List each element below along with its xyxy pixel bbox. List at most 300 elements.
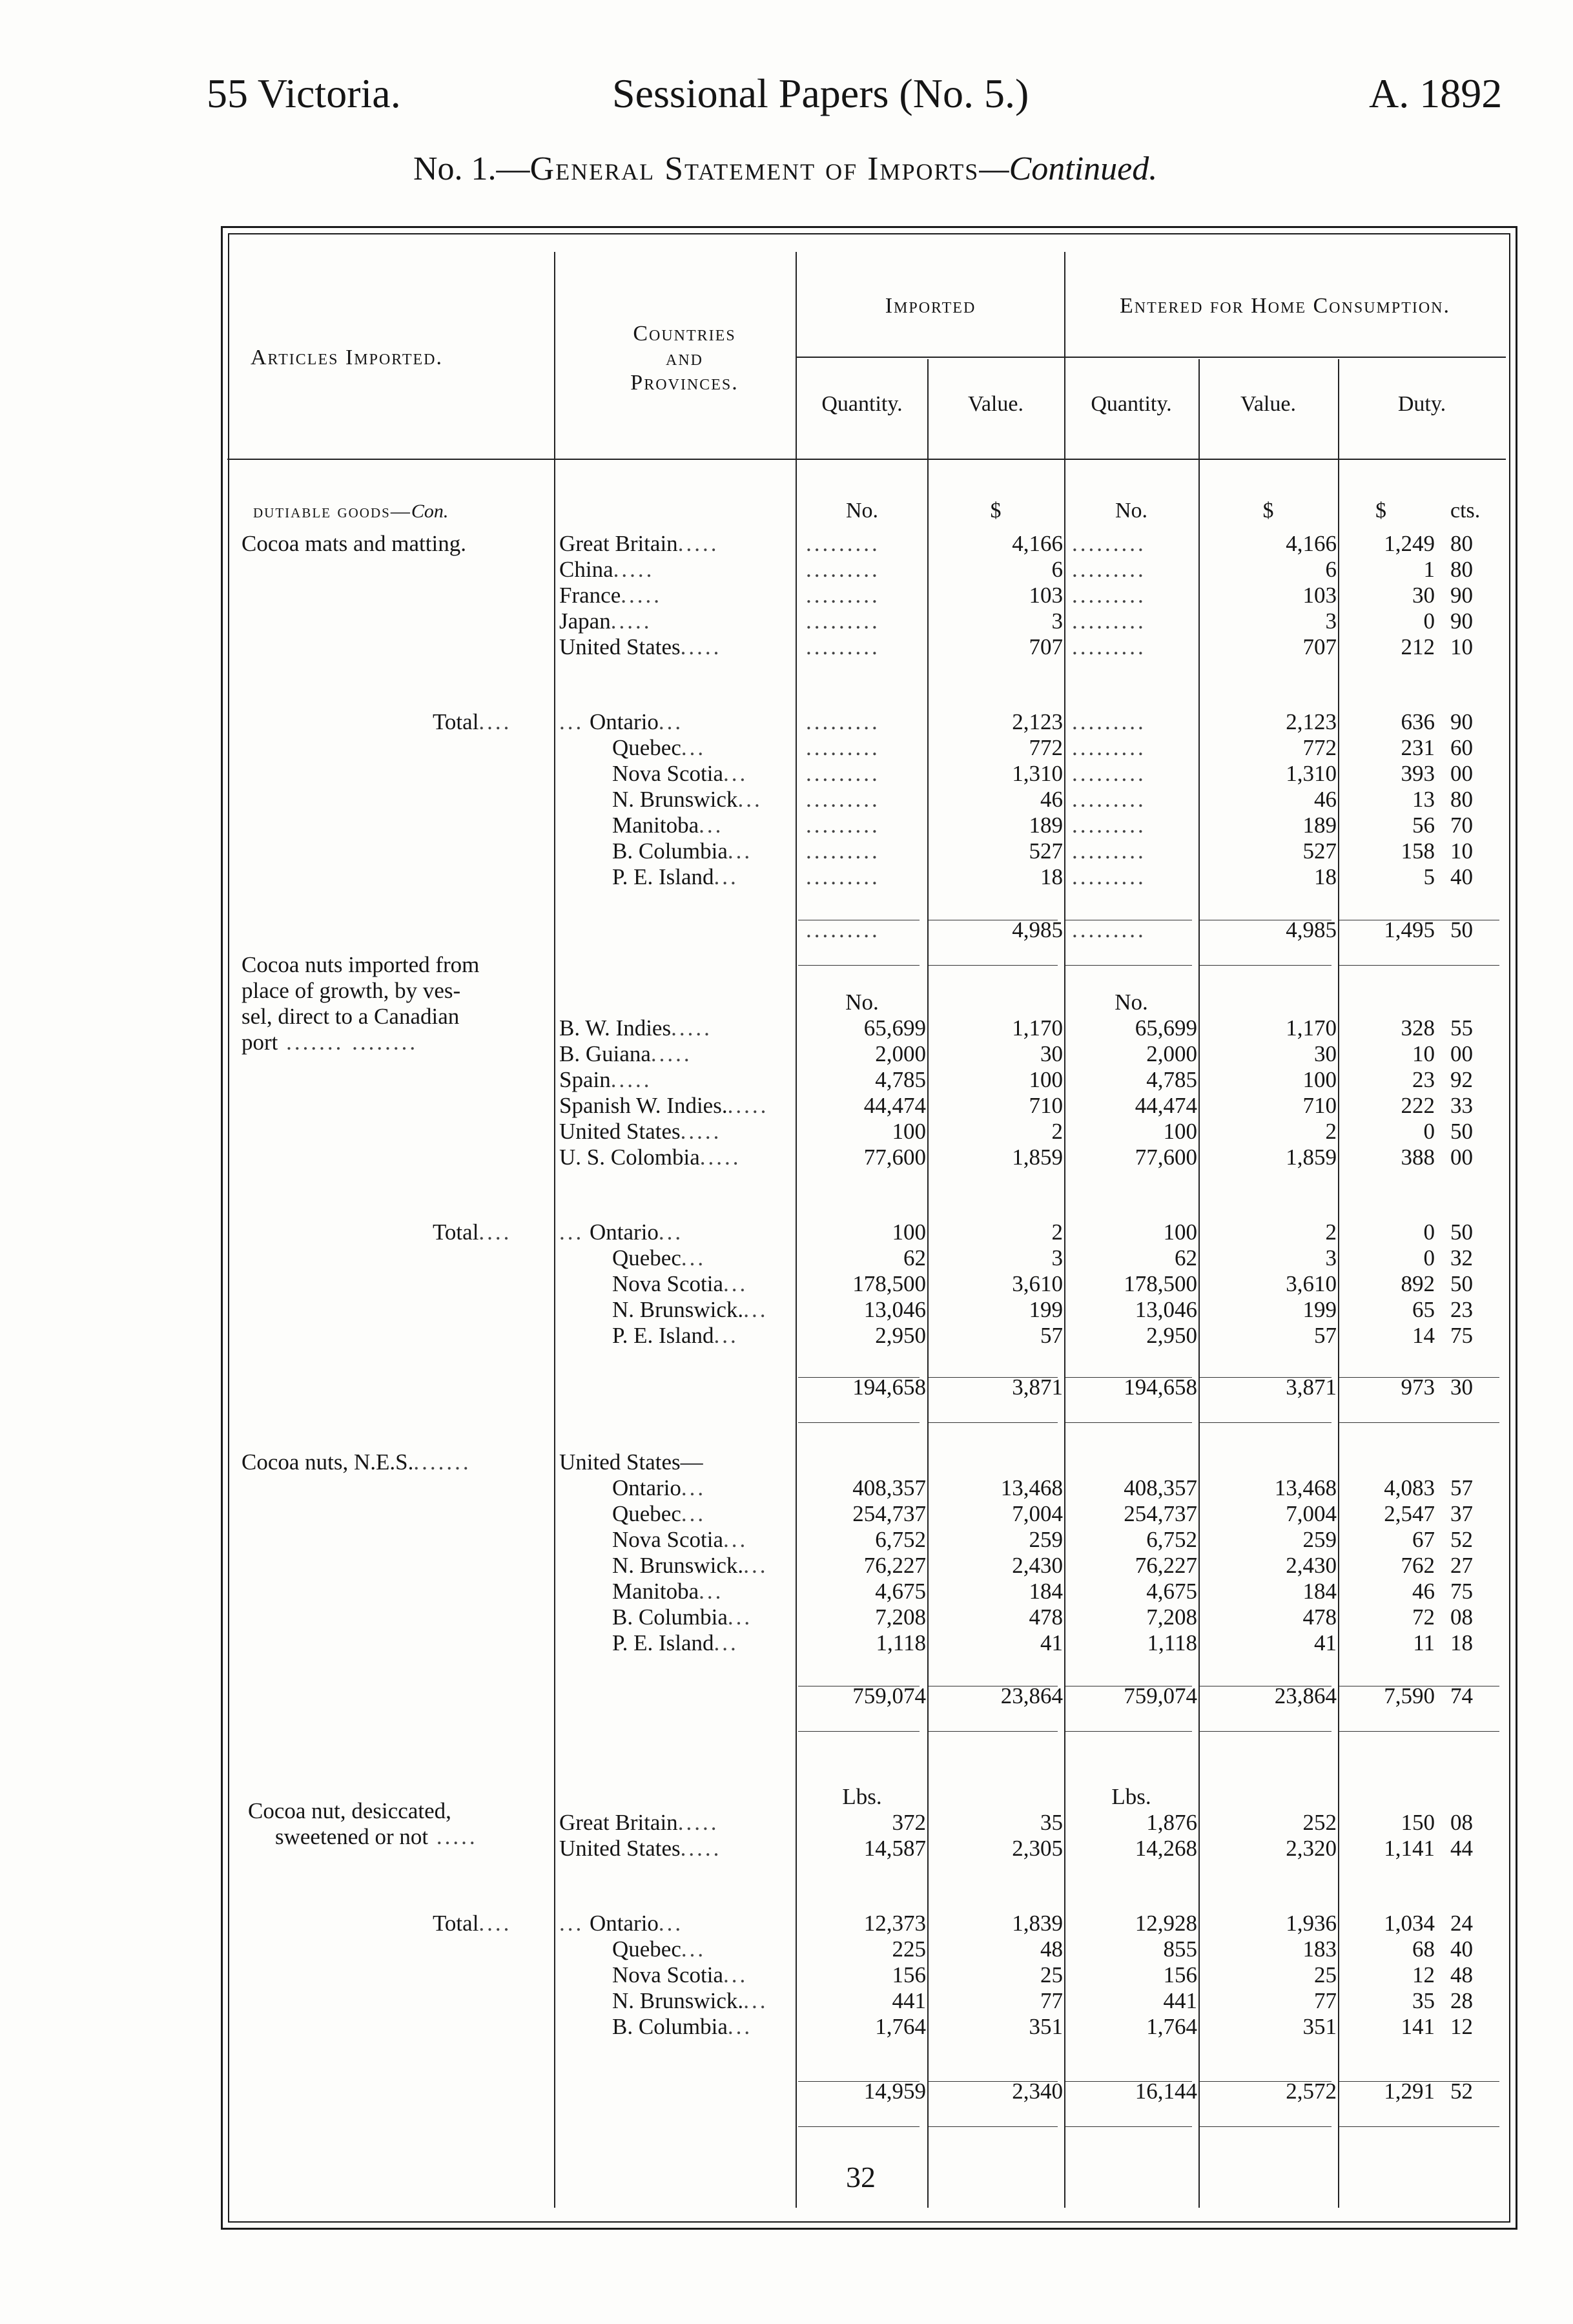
cell-v1: 18 bbox=[1040, 864, 1063, 889]
cell-q2: 100 bbox=[1163, 1119, 1197, 1144]
total-rule bbox=[1339, 1422, 1499, 1423]
province-label: Nova Scotia... bbox=[612, 1527, 748, 1552]
cell-v1: 2,430 bbox=[1012, 1553, 1063, 1578]
cell-v1: 25 bbox=[1040, 1962, 1063, 1987]
cell-v2: 25 bbox=[1314, 1962, 1337, 1987]
cell-q2: 156 bbox=[1163, 1962, 1197, 1987]
leader-dots: ......... bbox=[806, 709, 880, 734]
header-value2: Value. bbox=[1240, 392, 1296, 416]
leader-dots: ......... bbox=[1072, 634, 1146, 659]
cell-d: 7,590 bbox=[1384, 1683, 1435, 1708]
cell-v2: 2,572 bbox=[1286, 2079, 1337, 2104]
total-rule bbox=[1065, 2126, 1192, 2127]
leader-dots: ......... bbox=[806, 583, 880, 608]
cell-q2: 62 bbox=[1175, 1245, 1197, 1271]
cell-c: 80 bbox=[1450, 557, 1473, 582]
cell-q2: 2,950 bbox=[1146, 1323, 1197, 1348]
cell-v2: 3 bbox=[1325, 1245, 1337, 1271]
cell-v1: 710 bbox=[1029, 1093, 1063, 1118]
cell-d: 150 bbox=[1401, 1810, 1435, 1835]
article-label: Cocoa mats and matting. bbox=[242, 531, 466, 556]
cell-v2: 23,864 bbox=[1274, 1683, 1337, 1708]
cell-q1: 1,764 bbox=[875, 2014, 926, 2039]
cell-c: 10 bbox=[1450, 838, 1473, 864]
cell-v1: 1,839 bbox=[1012, 1911, 1063, 1936]
cell-v2: 1,936 bbox=[1286, 1911, 1337, 1936]
leader-dots: ......... bbox=[806, 838, 880, 864]
country-label: United States..... bbox=[559, 1836, 722, 1861]
total-rule bbox=[1200, 1422, 1331, 1423]
country-label: Spanish W. Indies...... bbox=[559, 1093, 769, 1118]
country-label: France..... bbox=[559, 583, 662, 608]
country-label: B. W. Indies..... bbox=[559, 1015, 712, 1041]
cell-q1: 4,675 bbox=[875, 1579, 926, 1604]
cell-d: 388 bbox=[1401, 1145, 1435, 1170]
cell-d: 0 bbox=[1423, 1245, 1435, 1271]
header-imported: Imported bbox=[885, 294, 976, 318]
cell-q2: 1,118 bbox=[1147, 1630, 1197, 1655]
cell-d: 762 bbox=[1401, 1553, 1435, 1578]
cell-d: 13 bbox=[1412, 787, 1435, 812]
country-label: United States— bbox=[559, 1449, 703, 1475]
cell-q1: 2,000 bbox=[875, 1041, 926, 1066]
cell-c: 27 bbox=[1450, 1553, 1473, 1578]
cell-c: 00 bbox=[1450, 1145, 1473, 1170]
cell-q1: 178,500 bbox=[852, 1271, 926, 1296]
cell-q1: 13,046 bbox=[863, 1297, 926, 1322]
leader-dots: ......... bbox=[1072, 813, 1146, 838]
cell-q1: 77,600 bbox=[863, 1145, 926, 1170]
cell-d: 10 bbox=[1412, 1041, 1435, 1066]
leader-dots: ......... bbox=[1072, 557, 1146, 582]
leader-dots: ......... bbox=[806, 557, 880, 582]
cell-q2: 7,208 bbox=[1146, 1604, 1197, 1630]
table-title-prefix: No. 1.— bbox=[413, 150, 530, 187]
cell-v1: 2,123 bbox=[1012, 709, 1063, 734]
cell-d: 5 bbox=[1423, 864, 1435, 889]
cell-d: 1,249 bbox=[1384, 531, 1435, 556]
cell-q1: 14,959 bbox=[863, 2079, 926, 2104]
cell-v2: 7,004 bbox=[1286, 1501, 1337, 1526]
cell-v1: 2,305 bbox=[1012, 1836, 1063, 1861]
leader-dots: ......... bbox=[806, 761, 880, 786]
province-label: ... Ontario... bbox=[559, 1219, 684, 1245]
cell-d: 222 bbox=[1401, 1093, 1435, 1118]
total-rule bbox=[1339, 965, 1499, 966]
province-label: N. Brunswick.... bbox=[612, 1553, 768, 1578]
cell-q1: 254,737 bbox=[852, 1501, 926, 1526]
leader-dots: ......... bbox=[806, 813, 880, 838]
article-line: Cocoa nuts imported from bbox=[242, 952, 480, 977]
cell-d: 67 bbox=[1412, 1527, 1435, 1552]
page-number: 32 bbox=[846, 2161, 876, 2194]
cell-c: 37 bbox=[1450, 1501, 1473, 1526]
cell-v2: 1,310 bbox=[1286, 761, 1337, 786]
leader-dots: ......... bbox=[1072, 735, 1146, 760]
province-label: Nova Scotia... bbox=[612, 1962, 748, 1987]
cell-c: 28 bbox=[1450, 1988, 1473, 2013]
article-line: place of growth, by ves- bbox=[242, 978, 461, 1003]
total-rule bbox=[798, 1731, 920, 1732]
cell-c: 40 bbox=[1450, 864, 1473, 889]
article-line: port ....... ........ bbox=[242, 1030, 418, 1055]
leader-dots: ......... bbox=[1072, 583, 1146, 608]
header-articles: Articles Imported. bbox=[251, 346, 444, 369]
country-label: United States..... bbox=[559, 1119, 722, 1144]
leader-dots: ......... bbox=[1072, 761, 1146, 786]
cell-v1: 2,340 bbox=[1012, 2079, 1063, 2104]
province-label: ... Ontario... bbox=[559, 1911, 684, 1936]
cell-c: 00 bbox=[1450, 1041, 1473, 1066]
cell-v2: 3,610 bbox=[1286, 1271, 1337, 1296]
country-label: B. Guiana..... bbox=[559, 1041, 692, 1066]
cell-d: 30 bbox=[1412, 583, 1435, 608]
cell-q2: 408,357 bbox=[1124, 1475, 1197, 1500]
cell-c: 24 bbox=[1450, 1911, 1473, 1936]
cell-v1: 103 bbox=[1029, 583, 1063, 608]
cell-d: 158 bbox=[1401, 838, 1435, 864]
total-rule bbox=[1065, 1731, 1192, 1732]
cell-v1: 1,170 bbox=[1012, 1015, 1063, 1041]
cell-d: 14 bbox=[1412, 1323, 1435, 1348]
leader-dots: ......... bbox=[1072, 838, 1146, 864]
cell-c: 60 bbox=[1450, 735, 1473, 760]
cell-v2: 103 bbox=[1302, 583, 1337, 608]
cell-v2: 3,871 bbox=[1286, 1375, 1337, 1400]
leader-dots: ......... bbox=[806, 735, 880, 760]
cell-d: 636 bbox=[1401, 709, 1435, 734]
cell-c: 75 bbox=[1450, 1323, 1473, 1348]
cell-q1: 7,208 bbox=[875, 1604, 926, 1630]
cell-q1: 1,118 bbox=[876, 1630, 926, 1655]
total-rule bbox=[1200, 2126, 1331, 2127]
total-rule bbox=[1339, 1731, 1499, 1732]
table-title-main: General Statement of Imports bbox=[529, 150, 980, 187]
cell-q1: 156 bbox=[892, 1962, 926, 1987]
cell-d: 328 bbox=[1401, 1015, 1435, 1041]
cell-d: 1,141 bbox=[1384, 1836, 1435, 1861]
cell-q1: 2,950 bbox=[875, 1323, 926, 1348]
cell-c: 57 bbox=[1450, 1475, 1473, 1500]
total-label: Total.... bbox=[433, 709, 512, 734]
cell-q2: 2,000 bbox=[1146, 1041, 1197, 1066]
province-label: P. E. Island... bbox=[612, 1323, 739, 1348]
cell-c: 90 bbox=[1450, 608, 1473, 634]
cell-q1: No. bbox=[845, 990, 879, 1015]
cell-v2: 707 bbox=[1302, 634, 1337, 659]
cell-v1: 23,864 bbox=[1000, 1683, 1063, 1708]
cell-v1: 189 bbox=[1029, 813, 1063, 838]
cell-c: 75 bbox=[1450, 1579, 1473, 1604]
cell-q1: 441 bbox=[892, 1988, 926, 2013]
article-desiccated bbox=[248, 1798, 478, 1850]
province-label: B. Columbia... bbox=[612, 1604, 753, 1630]
total-rule bbox=[1339, 2126, 1499, 2127]
cell-v1: 6 bbox=[1051, 557, 1063, 582]
cell-c: 44 bbox=[1450, 1836, 1473, 1861]
cell-q2: 194,658 bbox=[1124, 1375, 1197, 1400]
cell-v1: 351 bbox=[1029, 2014, 1063, 2039]
cell-d: 0 bbox=[1423, 1219, 1435, 1245]
cell-c: 40 bbox=[1450, 1936, 1473, 1962]
cell-c: 52 bbox=[1450, 2079, 1473, 2104]
header-rule-bottom bbox=[227, 459, 1506, 460]
cell-d: 231 bbox=[1401, 735, 1435, 760]
cell-c: 08 bbox=[1450, 1810, 1473, 1835]
province-label: Ontario... bbox=[612, 1475, 706, 1500]
header-countries bbox=[607, 322, 762, 395]
cell-v2: 3 bbox=[1325, 608, 1337, 634]
header-duty: Duty. bbox=[1397, 392, 1446, 416]
total-rule bbox=[1065, 965, 1192, 966]
province-label: Manitoba... bbox=[612, 1579, 724, 1604]
cell-q1: 100 bbox=[892, 1119, 926, 1144]
country-label: United States..... bbox=[559, 634, 722, 659]
cell-q1: Lbs. bbox=[842, 1784, 882, 1809]
cell-d: 393 bbox=[1401, 761, 1435, 786]
cell-v2: 710 bbox=[1302, 1093, 1337, 1118]
cell-v1: 707 bbox=[1029, 634, 1063, 659]
cell-q1: 62 bbox=[903, 1245, 926, 1271]
cell-q2: 44,474 bbox=[1135, 1093, 1197, 1118]
cell-v1: 3 bbox=[1051, 1245, 1063, 1271]
cell-d: 973 bbox=[1401, 1375, 1435, 1400]
cell-v1: 2 bbox=[1051, 1219, 1063, 1245]
cell-v2: 478 bbox=[1302, 1604, 1337, 1630]
cell-v2: 527 bbox=[1302, 838, 1337, 864]
cell-c: 32 bbox=[1450, 1245, 1473, 1271]
cell-v2: 46 bbox=[1314, 787, 1337, 812]
province-label: Quebec... bbox=[612, 1245, 706, 1271]
cell-d: 68 bbox=[1412, 1936, 1435, 1962]
cell-v1: 46 bbox=[1040, 787, 1063, 812]
cell-v2: 100 bbox=[1302, 1067, 1337, 1092]
province-label: B. Columbia... bbox=[612, 2014, 753, 2039]
page-header-left: 55 Victoria. bbox=[207, 70, 401, 116]
cell-c: 50 bbox=[1450, 1119, 1473, 1144]
cell-d: 72 bbox=[1412, 1604, 1435, 1630]
cell-c: 18 bbox=[1450, 1630, 1473, 1655]
cell-v2: 772 bbox=[1302, 735, 1337, 760]
cell-q2: 76,227 bbox=[1135, 1553, 1197, 1578]
cell-v2: 351 bbox=[1302, 2014, 1337, 2039]
table-title-suffix: —Continued. bbox=[979, 150, 1158, 187]
leader-dots: ......... bbox=[1072, 608, 1146, 634]
cell-v1: 100 bbox=[1029, 1067, 1063, 1092]
leader-dots: ......... bbox=[806, 634, 880, 659]
total-rule bbox=[1200, 965, 1331, 966]
cell-v1: 77 bbox=[1040, 1988, 1063, 2013]
cell-c: 23 bbox=[1450, 1297, 1473, 1322]
cell-c: 48 bbox=[1450, 1962, 1473, 1987]
page-header-right: A. 1892 bbox=[1369, 70, 1503, 116]
cell-v2: 1,170 bbox=[1286, 1015, 1337, 1041]
cell-q2: 13,046 bbox=[1135, 1297, 1197, 1322]
cell-v1: 527 bbox=[1029, 838, 1063, 864]
province-label: ... Ontario... bbox=[559, 709, 684, 734]
country-label: Japan..... bbox=[559, 608, 652, 634]
cell-v1: 41 bbox=[1040, 1630, 1063, 1655]
cell-d: 1 bbox=[1423, 557, 1435, 582]
province-label: Nova Scotia... bbox=[612, 761, 748, 786]
cell-q2: 14,268 bbox=[1135, 1836, 1197, 1861]
total-rule bbox=[1200, 1731, 1331, 1732]
cell-v1: 2 bbox=[1051, 1119, 1063, 1144]
header-quantity: Quantity. bbox=[821, 392, 903, 416]
province-label: Quebec... bbox=[612, 1501, 706, 1526]
cell-q1: 100 bbox=[892, 1219, 926, 1245]
cell-q2: 441 bbox=[1163, 1988, 1197, 2013]
province-label: Quebec... bbox=[612, 735, 706, 760]
section-label bbox=[253, 499, 448, 524]
cell-d: 141 bbox=[1401, 2014, 1435, 2039]
cell-v2: 189 bbox=[1302, 813, 1337, 838]
cell-q1: 4,785 bbox=[875, 1067, 926, 1092]
cell-q1: 44,474 bbox=[863, 1093, 926, 1118]
cell-q1: 12,373 bbox=[863, 1911, 926, 1936]
cell-v2: 199 bbox=[1302, 1297, 1337, 1322]
country-label: Great Britain..... bbox=[559, 1810, 719, 1835]
cell-c: 00 bbox=[1450, 761, 1473, 786]
leader-dots: ......... bbox=[806, 787, 880, 812]
cell-q2: 759,074 bbox=[1124, 1683, 1197, 1708]
total-rule bbox=[798, 2126, 920, 2127]
leader-dots: ......... bbox=[806, 917, 880, 942]
cell-v2: 259 bbox=[1302, 1527, 1337, 1552]
leader-dots: ......... bbox=[1072, 709, 1146, 734]
cell-q2: 65,699 bbox=[1135, 1015, 1197, 1041]
section-label-main: dutiable goods— bbox=[253, 501, 411, 522]
province-label: N. Brunswick.... bbox=[612, 1297, 768, 1322]
province-label: P. E. Island... bbox=[612, 1630, 739, 1655]
cell-v1: 48 bbox=[1040, 1936, 1063, 1962]
header-countries-line1: Countries bbox=[633, 322, 736, 346]
cell-q2: 77,600 bbox=[1135, 1145, 1197, 1170]
col-rule-articles bbox=[554, 252, 555, 2208]
cell-d: 23 bbox=[1412, 1067, 1435, 1092]
unit-quantity2: No. bbox=[1115, 499, 1148, 523]
cell-c: 08 bbox=[1450, 1604, 1473, 1630]
cell-v1: 13,468 bbox=[1000, 1475, 1063, 1500]
article-line: sweetened or not ..... bbox=[275, 1824, 478, 1849]
cell-c: 55 bbox=[1450, 1015, 1473, 1041]
col-rule-quantity2 bbox=[1198, 359, 1200, 2208]
section-label-con: Con. bbox=[411, 501, 449, 522]
cell-v2: 252 bbox=[1302, 1810, 1337, 1835]
total-rule bbox=[929, 965, 1058, 966]
cell-c: 12 bbox=[1450, 2014, 1473, 2039]
cell-q1: 372 bbox=[892, 1810, 926, 1835]
header-rule-middle bbox=[796, 357, 1506, 358]
cell-d: 2,547 bbox=[1384, 1501, 1435, 1526]
cell-v2: 2,430 bbox=[1286, 1553, 1337, 1578]
cell-q1: 194,658 bbox=[852, 1375, 926, 1400]
cell-d: 4,083 bbox=[1384, 1475, 1435, 1500]
cell-q2: 6,752 bbox=[1146, 1527, 1197, 1552]
unit-value: $ bbox=[990, 499, 1002, 523]
total-rule bbox=[929, 1422, 1058, 1423]
cell-v1: 3 bbox=[1051, 608, 1063, 634]
cell-c: 80 bbox=[1450, 531, 1473, 556]
cell-v2: 2,123 bbox=[1286, 709, 1337, 734]
province-label: Nova Scotia... bbox=[612, 1271, 748, 1296]
unit-value2: $ bbox=[1262, 499, 1274, 523]
cell-q2: 254,737 bbox=[1124, 1501, 1197, 1526]
leader-dots: ......... bbox=[1072, 864, 1146, 889]
cell-q1: 759,074 bbox=[852, 1683, 926, 1708]
unit-quantity: No. bbox=[845, 499, 879, 523]
cell-v1: 3,610 bbox=[1012, 1271, 1063, 1296]
cell-c: 33 bbox=[1450, 1093, 1473, 1118]
cell-d: 892 bbox=[1401, 1271, 1435, 1296]
cell-q2: 1,876 bbox=[1146, 1810, 1197, 1835]
cell-q2: 4,675 bbox=[1146, 1579, 1197, 1604]
cell-d: 11 bbox=[1413, 1630, 1435, 1655]
cell-v1: 30 bbox=[1040, 1041, 1063, 1066]
cell-q1: 76,227 bbox=[863, 1553, 926, 1578]
cell-v2: 2 bbox=[1325, 1119, 1337, 1144]
cell-q1: 6,752 bbox=[875, 1527, 926, 1552]
article-label: Cocoa nuts, N.E.S........ bbox=[242, 1449, 471, 1475]
cell-d: 46 bbox=[1412, 1579, 1435, 1604]
article-line: sel, direct to a Canadian bbox=[242, 1004, 460, 1029]
cell-v2: 41 bbox=[1314, 1630, 1337, 1655]
cell-v2: 183 bbox=[1302, 1936, 1337, 1962]
cell-v2: 4,166 bbox=[1286, 531, 1337, 556]
cell-v1: 1,859 bbox=[1012, 1145, 1063, 1170]
cell-v1: 3,871 bbox=[1012, 1375, 1063, 1400]
cell-c: 90 bbox=[1450, 709, 1473, 734]
total-rule bbox=[929, 2126, 1058, 2127]
cell-d: 35 bbox=[1412, 1988, 1435, 2013]
province-label: N. Brunswick... bbox=[612, 787, 763, 812]
cell-v2: 18 bbox=[1314, 864, 1337, 889]
cell-v1: 35 bbox=[1040, 1810, 1063, 1835]
total-rule bbox=[929, 1731, 1058, 1732]
cell-v2: 77 bbox=[1314, 1988, 1337, 2013]
cell-v2: 6 bbox=[1325, 557, 1337, 582]
cell-v1: 4,985 bbox=[1012, 917, 1063, 942]
cell-d: 1,034 bbox=[1384, 1911, 1435, 1936]
total-rule bbox=[798, 1422, 920, 1423]
province-label: Manitoba... bbox=[612, 813, 724, 838]
leader-dots: ......... bbox=[806, 864, 880, 889]
cell-v2: 2 bbox=[1325, 1219, 1337, 1245]
header-countries-line3: Provinces. bbox=[630, 371, 739, 395]
leader-dots: ......... bbox=[1072, 531, 1146, 556]
cell-v2: 4,985 bbox=[1286, 917, 1337, 942]
cell-q2: Lbs. bbox=[1111, 1784, 1151, 1809]
province-label: N. Brunswick.... bbox=[612, 1988, 768, 2013]
total-label: Total.... bbox=[433, 1911, 512, 1936]
cell-v1: 1,310 bbox=[1012, 761, 1063, 786]
cell-c: 30 bbox=[1450, 1375, 1473, 1400]
article-line: Cocoa nut, desiccated, bbox=[248, 1798, 451, 1823]
total-label: Total.... bbox=[433, 1219, 512, 1245]
cell-d: 12 bbox=[1412, 1962, 1435, 1987]
cell-c: 92 bbox=[1450, 1067, 1473, 1092]
cell-c: 52 bbox=[1450, 1527, 1473, 1552]
cell-q2: No. bbox=[1115, 990, 1148, 1015]
header-quantity2: Quantity. bbox=[1091, 392, 1172, 416]
cell-c: 10 bbox=[1450, 634, 1473, 659]
cell-v1: 478 bbox=[1029, 1604, 1063, 1630]
cell-c: 90 bbox=[1450, 583, 1473, 608]
leader-dots: ......... bbox=[1072, 917, 1146, 942]
col-rule-quantity bbox=[927, 359, 929, 2208]
cell-q2: 16,144 bbox=[1135, 2079, 1197, 2104]
cell-c: 70 bbox=[1450, 813, 1473, 838]
